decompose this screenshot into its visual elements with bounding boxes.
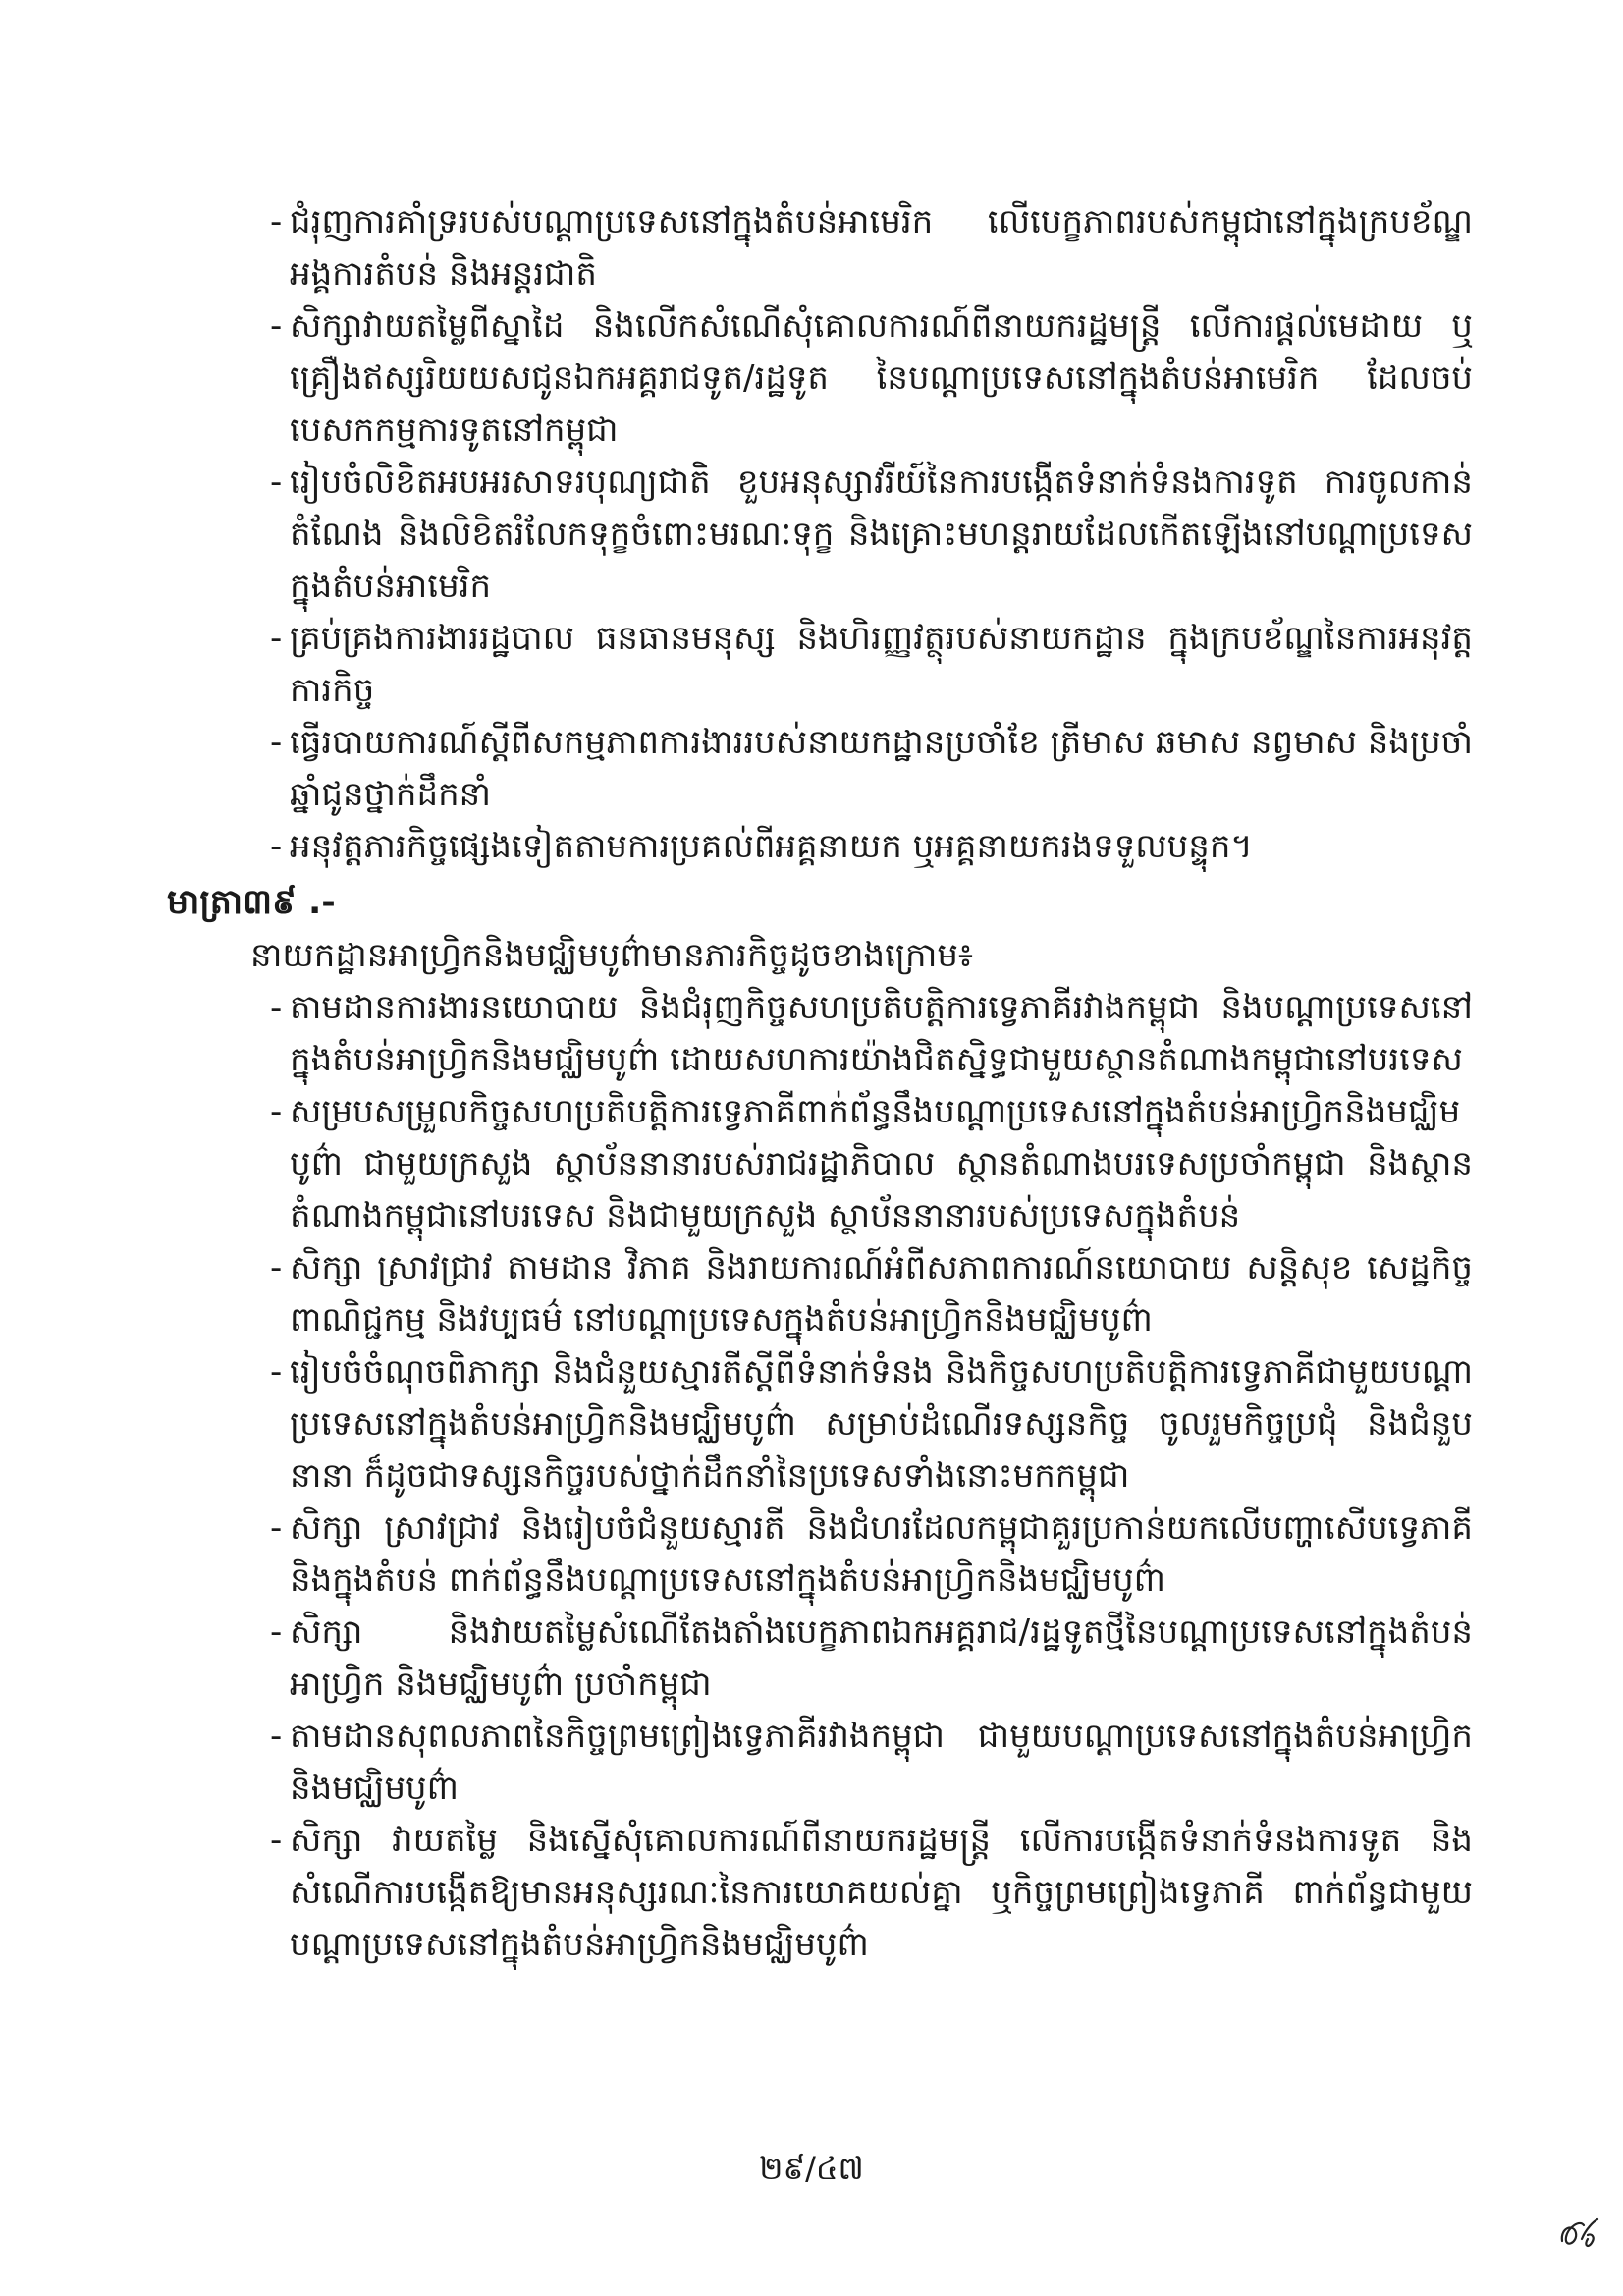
dash-bullet: - — [270, 1613, 283, 1652]
dash-bullet: - — [270, 1717, 283, 1756]
dash-bullet: - — [270, 723, 283, 762]
document-body — [167, 196, 1473, 1971]
list-item — [167, 457, 1473, 613]
list-item-text: គ្រប់គ្រងការងាររដ្ឋបាល ធនធានមនុស្ស និងហិរញ្ញវត្ថុរបស់នាយកដ្ឋាន ក្នុងក្របខ័ណ្ឌនៃការអនុវត្តការកិច្ច — [290, 619, 1473, 710]
list-item-text: រៀបចំលិខិតអបអរសាទរបុណ្យជាតិ ខួបអនុស្សាវរីយ៍នៃការបង្កើតទំនាក់ទំនងការទូត ការចូលកាន់តំណែង និងលិខិតរំលែកទុក្ខចំពោះមរណៈទុក្ខ និងគ្រោះមហន្តរាយដែលកើតឡើងនៅបណ្ដាប្រទេសក្នុងតំបន់អាមេរិក — [290, 463, 1473, 606]
list-item — [167, 1242, 1473, 1346]
list-item — [167, 1815, 1473, 1971]
list-item-text: សិក្សាវាយតម្លៃពីស្នាដៃ និងលើកសំណើសុំគោលការណ៍ពីនាយករដ្ឋមន្ត្រី លើការផ្ដល់មេដាយ ឬគ្រឿងឥស្សរិយយសជូនឯកអគ្គរាជទូត/រដ្ឋទូត នៃបណ្ដាប្រទេសនៅក្នុងតំបន់អាមេរិក ដែលចប់បេសកកម្មការទូតនៅកម្ពុជា — [290, 306, 1473, 450]
list-item — [167, 821, 1473, 873]
list-item-text: សិក្សា ស្រាវជ្រាវ តាមដាន វិភាគ និងរាយការណ៍អំពីសភាពការណ៍នយោបាយ សន្តិសុខ សេដ្ឋកិច្ច ពាណិជ្ជកម្ម និងវប្បធម៌ នៅបណ្ដាប្រទេសក្នុងតំបន់អាហ្វ្រិកនិងមជ្ឈិមបូព៌ា — [290, 1248, 1473, 1339]
list-item-text: រៀបចំចំណុចពិភាក្សា និងជំនួយស្មារតីស្ដីពីទំនាក់ទំនង និងកិច្ចសហប្រតិបត្តិការទ្វេភាគីជាមួយបណ្ដាប្រទេសនៅក្នុងតំបន់អាហ្វ្រិកនិងមជ្ឈិមបូព៌ា សម្រាប់ដំណើរទស្សនកិច្ច ចូលរួមកិច្ចប្រជុំ និងជំនួបនានា ក៏ដូចជាទស្សនកិច្ចរបស់ថ្នាក់ដឹកនាំនៃប្រទេសទាំងនោះមកកម្ពុជា — [290, 1352, 1473, 1496]
list-item-text: តាមដានសុពលភាពនៃកិច្ចព្រមព្រៀងទ្វេភាគីរវាងកម្ពុជា ជាមួយបណ្ដាប្រទេសនៅក្នុងតំបន់អាហ្វ្រិក និងមជ្ឈិមបូព៌ា — [290, 1717, 1473, 1808]
dash-bullet: - — [270, 1821, 283, 1860]
list-item — [167, 196, 1473, 301]
section-a-list — [167, 196, 1473, 873]
dash-bullet: - — [270, 1352, 283, 1392]
list-item — [167, 613, 1473, 717]
list-item — [167, 1086, 1473, 1242]
list-item — [167, 1607, 1473, 1711]
list-item-text: តាមដានការងារនយោបាយ និងជំរុញកិច្ចសហប្រតិបត្តិការទ្វេភាគីរវាងកម្ពុជា និងបណ្ដាប្រទេសនៅក្នុងតំបន់អាហ្វ្រិកនិងមជ្ឈិមបូព៌ា ដោយសហការយ៉ាងជិតស្និទ្ធជាមួយស្ថានតំណាងកម្ពុជានៅបរទេស — [290, 988, 1473, 1079]
article-intro: នាយកដ្ឋានអាហ្វ្រិកនិងមជ្ឈិមបូព៌ាមានភារកិច្ចដូចខាងក្រោម៖ — [250, 936, 973, 975]
list-item-text: អនុវត្តភារកិច្ចផ្សេងទៀតតាមការប្រគល់ពីអគ្គនាយក ឬអគ្គនាយករងទទួលបន្ទុក។ — [290, 827, 1253, 866]
dash-bullet: - — [270, 1092, 283, 1131]
list-item — [167, 1711, 1473, 1815]
dash-bullet: - — [270, 619, 283, 658]
list-item-text: សិក្សា និងវាយតម្លៃសំណើតែងតាំងបេក្ខភាពឯកអគ្គរាជ/រដ្ឋទូតថ្មីនៃបណ្ដាប្រទេសនៅក្នុងតំបន់អាហ្វ្រិក និងមជ្ឈិមបូព៌ា ប្រចាំកម្ពុជា — [290, 1613, 1473, 1704]
list-item-text: ជំរុញការគាំទ្ររបស់បណ្ដាប្រទេសនៅក្នុងតំបន់អាមេរិក លើបេក្ខភាពរបស់កម្ពុជានៅក្នុងក្របខ័ណ្ឌអង្គការតំបន់ និងអន្តរជាតិ — [290, 202, 1473, 294]
list-item — [167, 1503, 1473, 1607]
dash-bullet: - — [270, 306, 283, 346]
dash-bullet: - — [270, 202, 283, 242]
page-number: ២៩/៤៧ — [759, 2150, 864, 2187]
list-item-text: សិក្សា វាយតម្លៃ និងស្នើសុំគោលការណ៍ពីនាយករដ្ឋមន្ត្រី លើការបង្កើតទំនាក់ទំនងការទូត និងសំណើការបង្កើតឱ្យមានអនុស្សរណៈនៃការយោគយល់គ្នា ឬកិច្ចព្រមព្រៀងទ្វេភាគី ពាក់ព័ន្ធជាមួយបណ្ដាប្រទេសនៅក្នុងតំបន់អាហ្វ្រិកនិងមជ្ឈិមបូព៌ា — [290, 1821, 1473, 1964]
dash-bullet: - — [270, 1248, 283, 1287]
dash-bullet: - — [270, 463, 283, 502]
handwritten-initials-mark — [1554, 2210, 1603, 2259]
article-heading: មាត្រា៣៩ .- — [167, 883, 336, 922]
dash-bullet: - — [270, 827, 283, 866]
article-list — [167, 982, 1473, 1971]
list-item — [167, 982, 1473, 1086]
list-item-text: សិក្សា ស្រាវជ្រាវ និងរៀបចំជំនួយស្មារតី និងជំហរដែលកម្ពុជាគួរប្រកាន់យកលើបញ្ហាសើបទ្វេភាគី និងក្នុងតំបន់ ពាក់ព័ន្ធនឹងបណ្ដាប្រទេសនៅក្នុងតំបន់អាហ្វ្រិកនិងមជ្ឈិមបូព៌ា — [290, 1508, 1473, 1600]
list-item — [167, 301, 1473, 457]
dash-bullet: - — [270, 988, 283, 1027]
list-item — [167, 717, 1473, 821]
dash-bullet: - — [270, 1508, 283, 1548]
list-item-text: ធ្វើរបាយការណ៍ស្ដីពីសកម្មភាពការងាររបស់នាយកដ្ឋានប្រចាំខែ ត្រីមាស ឆមាស នព្វមាស និងប្រចាំឆ្នាំជូនថ្នាក់ដឹកនាំ — [290, 723, 1474, 814]
list-item-text: សម្របសម្រួលកិច្ចសហប្រតិបត្តិការទ្វេភាគីពាក់ព័ន្ធនឹងបណ្ដាប្រទេសនៅក្នុងតំបន់អាហ្វ្រិកនិងមជ្ឈិមបូព៌ា ជាមួយក្រសួង ស្ថាប័ននានារបស់រាជរដ្ឋាភិបាល ស្ថានតំណាងបរទេសប្រចាំកម្ពុជា និងស្ថានតំណាងកម្ពុជានៅបរទេស និងជាមួយក្រសួង ស្ថាប័ននានារបស់ប្រទេសក្នុងតំបន់ — [290, 1092, 1473, 1235]
list-item — [167, 1346, 1473, 1503]
